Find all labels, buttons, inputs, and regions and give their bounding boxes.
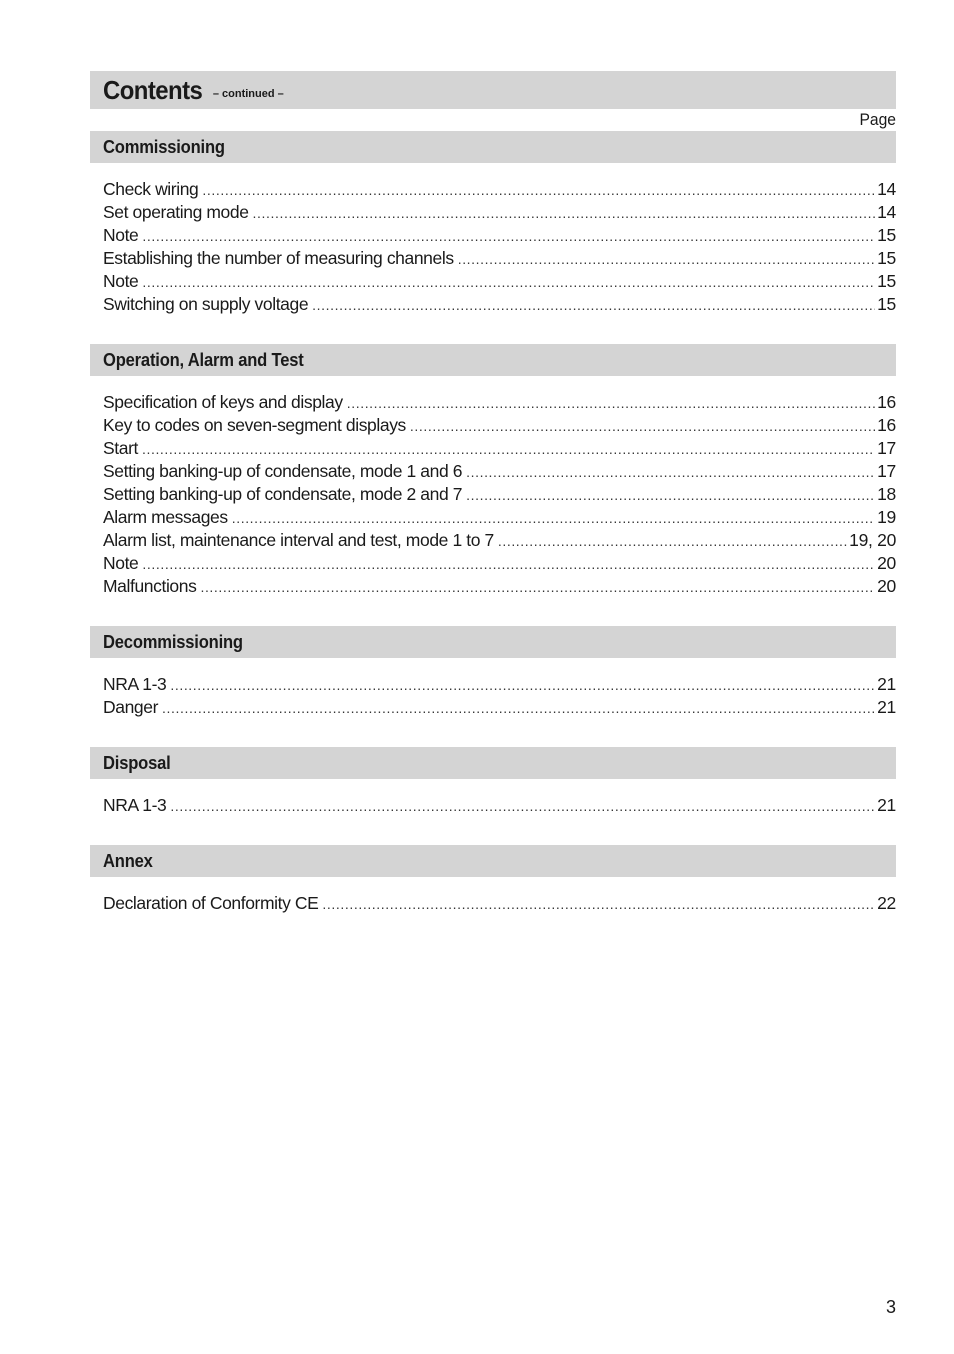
- toc-entry-page: 16: [877, 415, 896, 435]
- toc-entry[interactable]: [103, 437, 896, 460]
- toc-entry-label: Alarm messages: [103, 507, 228, 527]
- toc-section: [90, 747, 896, 817]
- dot-leader: [458, 248, 875, 270]
- toc-entry[interactable]: [103, 460, 896, 483]
- toc-entry[interactable]: [103, 552, 896, 575]
- toc-entry[interactable]: [103, 414, 896, 437]
- toc-entry-page: 15: [877, 294, 896, 314]
- dot-leader: [170, 795, 875, 817]
- toc-entry[interactable]: [103, 270, 896, 293]
- toc-entry-label: Setting banking-up of condensate, mode 1 and 6: [103, 461, 463, 481]
- toc-section: [90, 344, 896, 598]
- toc-entry-label: NRA 1-3: [103, 674, 167, 694]
- toc-entry-label: Note: [103, 225, 139, 245]
- toc-entry-page: 21: [877, 697, 896, 717]
- dot-leader: [142, 553, 875, 575]
- toc-entry-list: [90, 658, 896, 719]
- toc-entry-page: 18: [877, 484, 896, 504]
- footer-page-number: 3: [885, 1297, 896, 1317]
- dot-leader: [410, 415, 875, 437]
- toc-entry-label: NRA 1-3: [103, 795, 167, 815]
- toc-entry[interactable]: [103, 391, 896, 414]
- section-heading: [90, 845, 896, 877]
- toc-entry-label: Specification of keys and display: [103, 392, 343, 412]
- toc-entry[interactable]: [103, 483, 896, 506]
- dot-leader: [142, 271, 875, 293]
- toc-entry-list: [90, 163, 896, 316]
- dot-leader: [466, 484, 875, 506]
- toc-section: [90, 626, 896, 719]
- dot-leader: [466, 461, 875, 483]
- toc-entry[interactable]: [103, 201, 896, 224]
- toc-entry[interactable]: [103, 673, 896, 696]
- toc-page: [90, 71, 896, 943]
- toc-entry-page: 15: [877, 225, 896, 245]
- toc-entry[interactable]: [103, 293, 896, 316]
- toc-entry-page: 14: [877, 202, 896, 222]
- page-title: Contents: [103, 74, 203, 105]
- toc-entry-list: [90, 376, 896, 598]
- toc-entry[interactable]: [103, 178, 896, 201]
- dot-leader: [232, 507, 875, 529]
- toc-entry[interactable]: [103, 224, 896, 247]
- dot-leader: [347, 392, 875, 414]
- toc-entry-page: 17: [877, 461, 896, 481]
- toc-entry-label: Note: [103, 553, 139, 573]
- toc-entry[interactable]: [103, 696, 896, 719]
- dot-leader: [142, 438, 875, 460]
- toc-entry-page: 21: [877, 674, 896, 694]
- toc-entry-label: Setting banking-up of condensate, mode 2 and 7: [103, 484, 463, 504]
- section-heading-text: Disposal: [103, 752, 171, 773]
- toc-entry-page: 17: [877, 438, 896, 458]
- dot-leader: [170, 674, 875, 696]
- section-heading-text: Annex: [103, 850, 153, 871]
- toc-entry[interactable]: [103, 575, 896, 598]
- toc-entry-label: Alarm list, maintenance interval and test, mode 1 to 7: [103, 530, 494, 550]
- toc-entry-list: [90, 779, 896, 817]
- toc-sections: [90, 131, 896, 915]
- page-column-label: Page: [859, 110, 896, 129]
- toc-entry-label: Danger: [103, 697, 158, 717]
- dot-leader: [162, 697, 875, 719]
- section-heading: [90, 626, 896, 658]
- toc-entry-page: 22: [877, 893, 896, 913]
- toc-entry-label: Start: [103, 438, 138, 458]
- toc-entry[interactable]: [103, 892, 896, 915]
- toc-entry-label: Check wiring: [103, 179, 199, 199]
- dot-leader: [253, 202, 876, 224]
- section-heading-text: Commissioning: [103, 136, 225, 157]
- toc-entry[interactable]: [103, 247, 896, 270]
- dot-leader: [312, 294, 875, 316]
- page-subtitle: – continued –: [212, 88, 284, 100]
- toc-entry-page: 19: [877, 507, 896, 527]
- dot-leader: [498, 530, 847, 552]
- toc-entry-page: 19, 20: [849, 530, 896, 550]
- toc-entry[interactable]: [103, 506, 896, 529]
- dot-leader: [200, 576, 875, 598]
- dot-leader: [142, 225, 875, 247]
- toc-section: [90, 845, 896, 915]
- dot-leader: [202, 179, 875, 201]
- toc-entry-page: 20: [877, 553, 896, 573]
- section-heading: [90, 131, 896, 163]
- toc-entry-list: [90, 877, 896, 915]
- toc-entry-page: 15: [877, 248, 896, 268]
- toc-entry-label: Malfunctions: [103, 576, 197, 596]
- dot-leader: [322, 893, 875, 915]
- toc-entry-label: Declaration of Conformity CE: [103, 893, 319, 913]
- toc-section: [90, 131, 896, 316]
- section-heading-text: Decommissioning: [103, 631, 243, 652]
- section-heading: [90, 344, 896, 376]
- toc-entry-page: 20: [877, 576, 896, 596]
- toc-entry-label: Key to codes on seven-segment displays: [103, 415, 406, 435]
- toc-entry-page: 14: [877, 179, 896, 199]
- toc-entry-page: 15: [877, 271, 896, 291]
- toc-entry-page: 16: [877, 392, 896, 412]
- toc-entry[interactable]: [103, 529, 896, 552]
- toc-entry-page: 21: [877, 795, 896, 815]
- toc-entry[interactable]: [103, 794, 896, 817]
- toc-entry-label: Establishing the number of measuring channels: [103, 248, 454, 268]
- toc-entry-label: Note: [103, 271, 139, 291]
- toc-entry-label: Switching on supply voltage: [103, 294, 309, 314]
- section-heading-text: Operation, Alarm and Test: [103, 349, 304, 370]
- section-heading: [90, 747, 896, 779]
- toc-entry-label: Set operating mode: [103, 202, 249, 222]
- contents-title-bar: [90, 71, 896, 109]
